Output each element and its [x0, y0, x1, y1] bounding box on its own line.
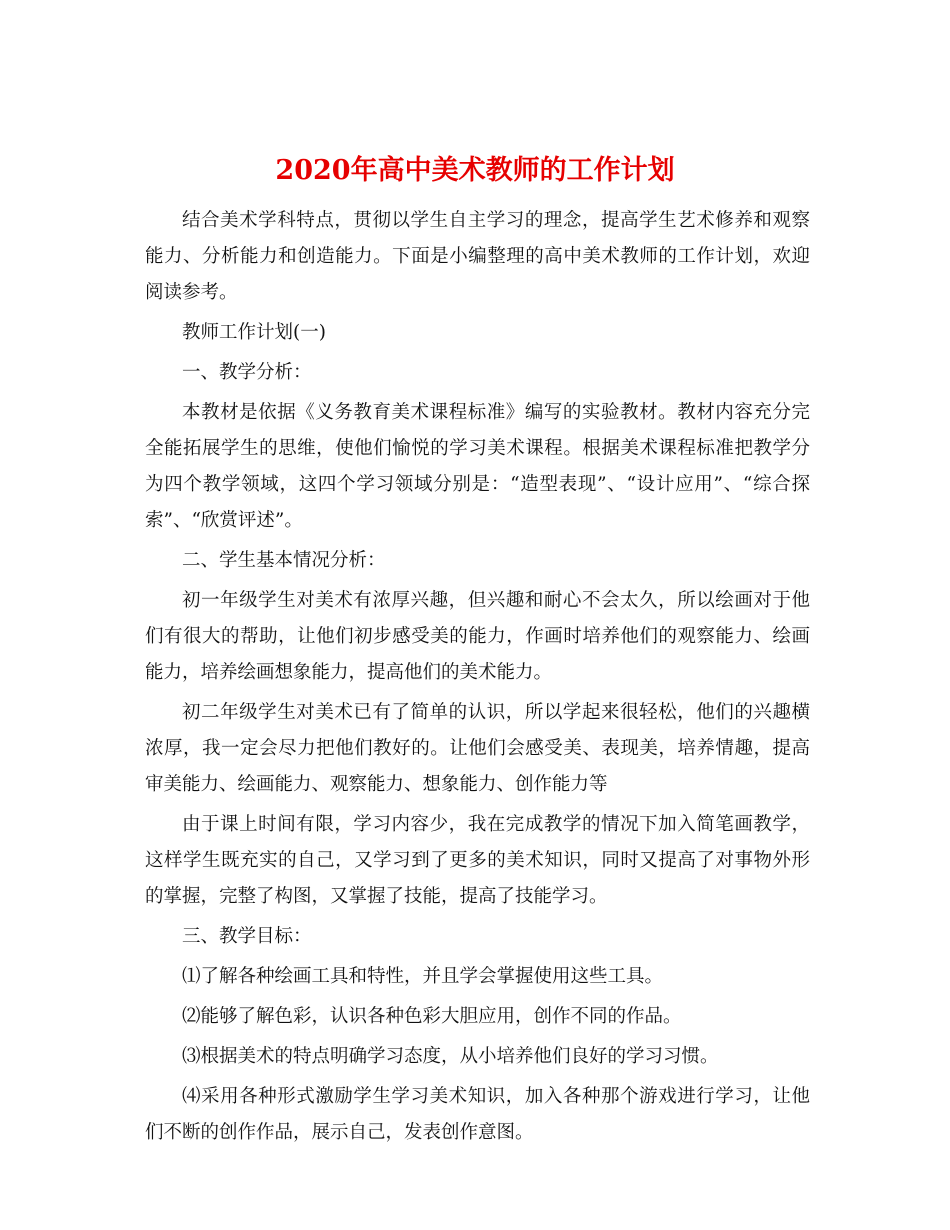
- document-body: [145, 203, 810, 1155]
- paragraph-plan-heading: 教师工作计划(一): [182, 322, 326, 343]
- goal-item-3: ⑶根据美术的特点明确学习态度，从小培养他们良好的学习习惯。: [182, 1046, 719, 1067]
- section-heading-teaching-analysis: 一、教学分析：: [182, 362, 312, 383]
- document-title: 2020年高中美术教师的工作计划: [275, 155, 675, 187]
- goal-item-4: ⑷采用各种形式激励学生学习美术知识，加入各种那个游戏进行学习，让他们不断的创作作品，展示自己，发表创作意图。: [145, 1086, 810, 1143]
- paragraph-grade-two: 初二年级学生对美术已有了简单的认识，所以学起来很轻松，他们的兴趣横浓厚，我一定会尽力把他们教好的。让他们会感受美、表现美，培养情趣，提高审美能力、绘画能力、观察能力、想象能力、创作能力等: [145, 702, 810, 795]
- paragraph-teaching-analysis: 本教材是依据《义务教育美术课程标准》编写的实验教材。教材内容充分完全能拓展学生的思维，使他们愉悦的学习美术课程。根据美术课程标准把教学分为四个教学领域，这四个学习领域分别是：“造型表现”、“设计应用”、“综合探索”、“欣赏评述”。: [145, 402, 810, 531]
- goal-item-1: ⑴了解各种绘画工具和特性，并且学会掌握使用这些工具。: [182, 966, 664, 987]
- section-heading-student-analysis: 二、学生基本情况分析：: [182, 550, 386, 571]
- goal-item-2: ⑵能够了解色彩，认识各种色彩大胆应用，创作不同的作品。: [182, 1006, 682, 1027]
- paragraph-grade-one: 初一年级学生对美术有浓厚兴趣，但兴趣和耐心不会太久，所以绘画对于他们有很大的帮助，让他们初步感受美的能力，作画时培养他们的观察能力、绘画能力，培养绘画想象能力，提高他们的美术能力。: [145, 590, 810, 683]
- paragraph-class-time: 由于课上时间有限，学习内容少，我在完成教学的情况下加入简笔画教学，这样学生既充实的自己，又学习到了更多的美术知识，同时又提高了对事物外形的掌握，完整了构图，又掌握了技能，提高了技能学习。: [145, 814, 810, 907]
- section-heading-teaching-goals: 三、教学目标：: [182, 926, 312, 947]
- paragraph-intro: 结合美术学科特点，贯彻以学生自主学习的理念，提高学生艺术修养和观察能力、分析能力和创造能力。下面是小编整理的高中美术教师的工作计划，欢迎阅读参考。: [145, 210, 810, 303]
